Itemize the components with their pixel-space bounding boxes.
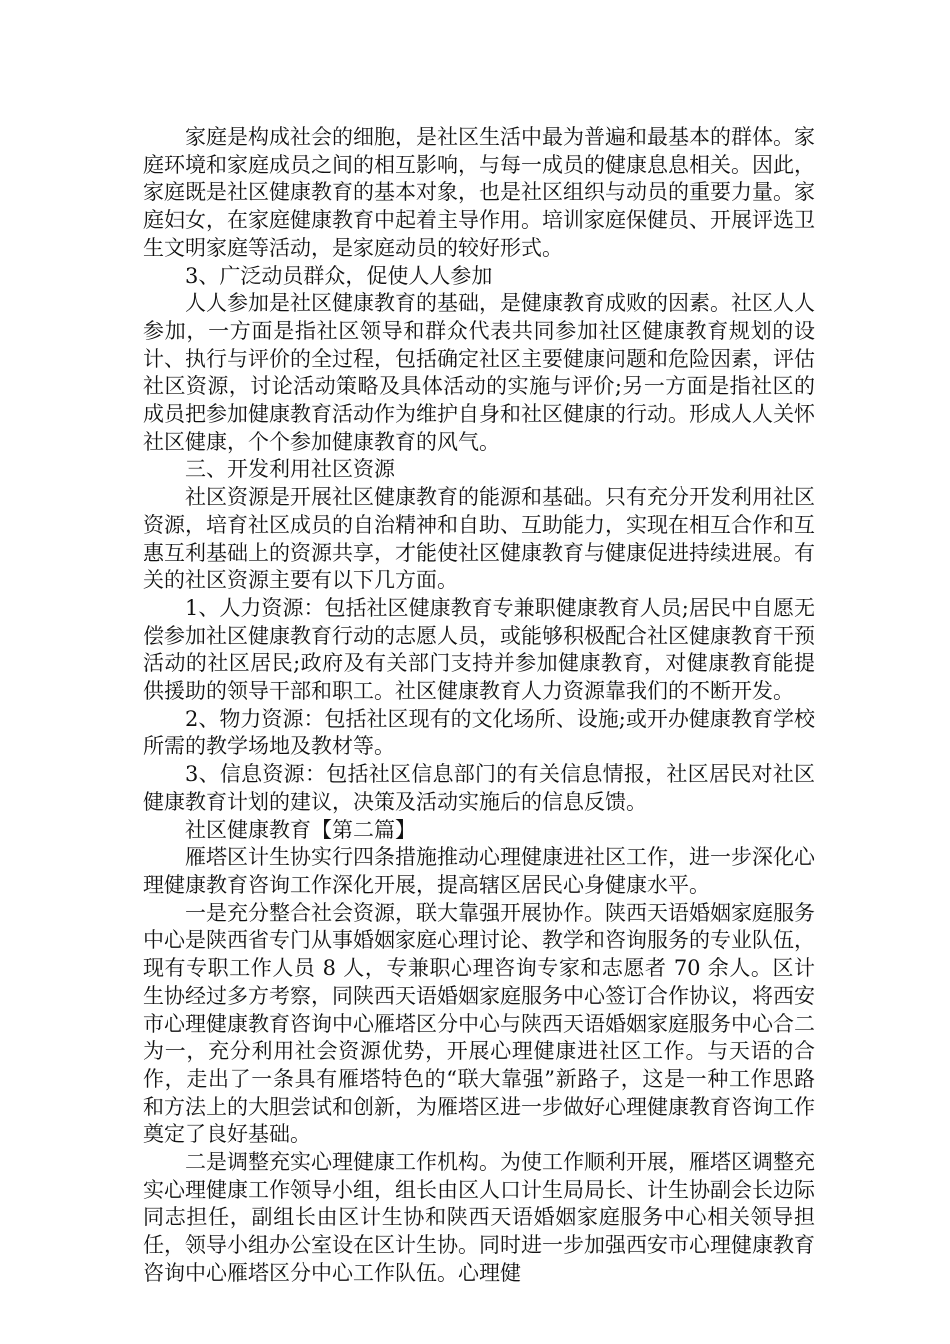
paragraph-participation: 人人参加是社区健康教育的基础，是健康教育成败的因素。社区人人参加，一方面是指社区领导和群众代表共同参加社区健康教育规划的设计、执行与评价的全过程，包括确定社区主要健康问题和危险因素，评估社区资源，讨论活动策略及具体活动的实施与评价;另一方面是指社区的成员把参加健康教育活动作为维护自身和社区健康的行动。形成人人关怀社区健康，个个参加健康教育的风气。 <box>143 291 815 454</box>
paragraph-human-resources: 1、人力资源：包括社区健康教育专兼职健康教育人员;居民中自愿无偿参加社区健康教育行动的志愿人员，或能够积极配合社区健康教育干预活动的社区居民;政府及有关部门支持并参加健康教育，对健康教育能提供援助的领导干部和职工。社区健康教育人力资源靠我们的不断开发。 <box>143 595 815 704</box>
paragraph-family: 家庭是构成社会的细胞，是社区生活中最为普遍和最基本的群体。家庭环境和家庭成员之间的相互影响，与每一成员的健康息息相关。因此，家庭既是社区健康教育的基本对象，也是社区组织与动员的重要力量。家庭妇女，在家庭健康教育中起着主导作用。培训家庭保健员、开展评选卫生文明家庭等活动，是家庭动员的较好形式。 <box>143 125 815 260</box>
heading-mobilize-masses: 3、广泛动员群众，促使人人参加 <box>185 263 493 288</box>
paragraph-resources-intro: 社区资源是开展社区健康教育的能源和基础。只有充分开发利用社区资源，培育社区成员的自治精神和自助、互助能力，实现在相互合作和互惠互利基础上的资源共享，才能使社区健康教育与健康促进持续进展。有关的社区资源主要有以下几方面。 <box>143 485 815 593</box>
paragraph-measure-one: 一是充分整合社会资源，联大靠强开展协作。陕西天语婚姻家庭服务中心是陕西省专门从事婚姻家庭心理讨论、教学和咨询服务的专业队伍，现有专职工作人员 8 人，专兼职心理咨询专家和志愿者 70 余人。区计生协经过多方考察，同陕西天语婚姻家庭服务中心签订合作协议，将西安市心理健康教育咨询中心雁塔区分中心与陕西天语婚姻家庭服务中心合二为一，充分利用社会资源优势，开展心理健康进社区工作。与天语的合作，走出了一条具有雁塔特色的“联大靠强”新路子，这是一种工作思路和方法上的大胆尝试和创新，为雁塔区进一步做好心理健康教育咨询工作奠定了良好基础。 <box>143 900 815 1147</box>
paragraph-material-resources: 2、物力资源：包括社区现有的文化场所、设施;或开办健康教育学校所需的教学场地及教材等。 <box>143 706 815 759</box>
heading-second-article: 社区健康教育【第二篇】 <box>185 817 416 842</box>
paragraph-yanta-intro: 雁塔区计生协实行四条措施推动心理健康进社区工作，进一步深化心理健康教育咨询工作深化开展，提高辖区居民心身健康水平。 <box>143 845 815 897</box>
document-body <box>143 124 815 1288</box>
heading-community-resources: 三、开发利用社区资源 <box>185 457 395 482</box>
paragraph-measure-two: 二是调整充实心理健康工作机构。为使工作顺利开展，雁塔区调整充实心理健康工作领导小组，组长由区人口计生局局长、计生协副会长边际同志担任，副组长由区计生协和陕西天语婚姻家庭服务中心相关领导担任，领导小组办公室设在区计生协。同时进一步加强西安市心理健康教育咨询中心雁塔区分中心工作队伍。心理健 <box>143 1150 815 1285</box>
paragraph-information-resources: 3、信息资源：包括社区信息部门的有关信息情报，社区居民对社区健康教育计划的建议，决策及活动实施后的信息反馈。 <box>143 762 815 814</box>
